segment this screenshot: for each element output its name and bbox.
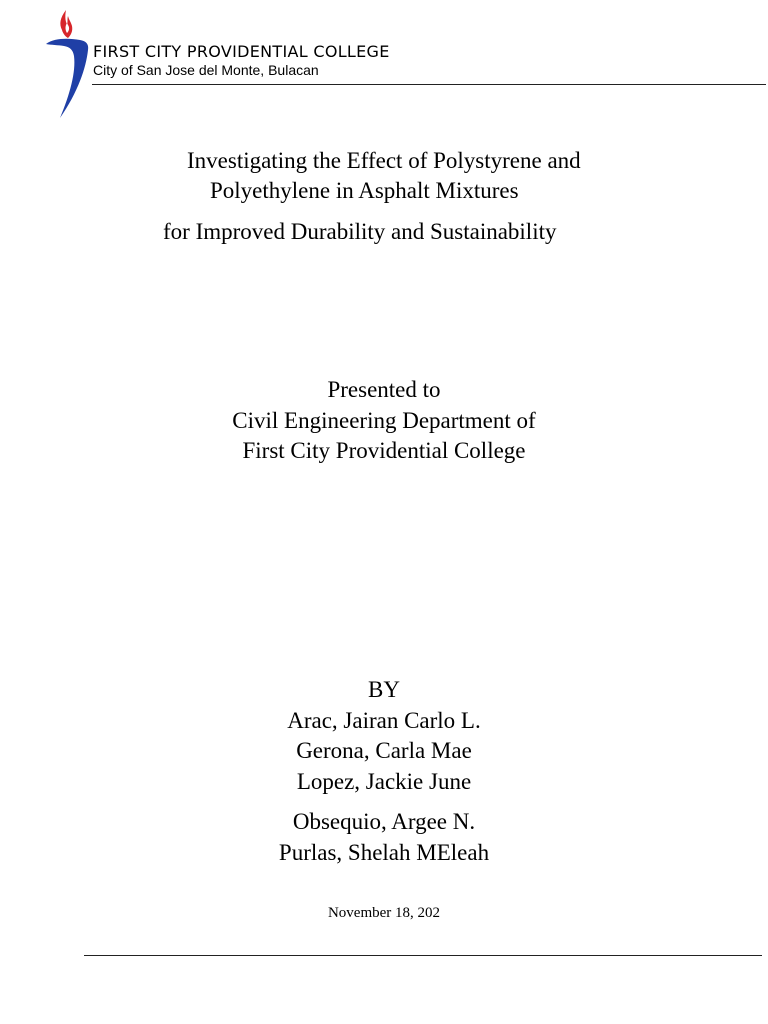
author-name: Obsequio, Argee N. (292, 809, 476, 834)
presented-line-2: Civil Engineering Department of (232, 407, 536, 433)
title-line-2: Polyethylene in Asphalt Mixtures (210, 178, 519, 203)
college-location: City of San Jose del Monte, Bulacan (93, 62, 319, 78)
author-name: Gerona, Carla Mae (296, 738, 472, 763)
author-name: Purlas, Shelah MEleah (278, 839, 490, 865)
author-name: Arac, Jairan Carlo L. (287, 707, 481, 733)
author-name: Lopez, Jackie June (296, 768, 472, 794)
submission-date: November 18, 202 (327, 905, 441, 921)
authors-block (0, 675, 768, 868)
header-divider (92, 84, 766, 85)
presented-block (0, 375, 768, 467)
title-line-1: Investigating the Effect of Polystyrene and (187, 148, 581, 173)
college-name: FIRST CITY PROVIDENTIAL COLLEGE (93, 42, 390, 61)
footer-divider (84, 955, 762, 956)
by-label: BY (368, 677, 400, 702)
flame-torch-logo-icon (40, 6, 94, 124)
presented-line-1: Presented to (327, 377, 441, 402)
presented-line-3: First City Providential College (242, 438, 526, 463)
title-line-3: for Improved Durability and Sustainability (163, 219, 557, 244)
